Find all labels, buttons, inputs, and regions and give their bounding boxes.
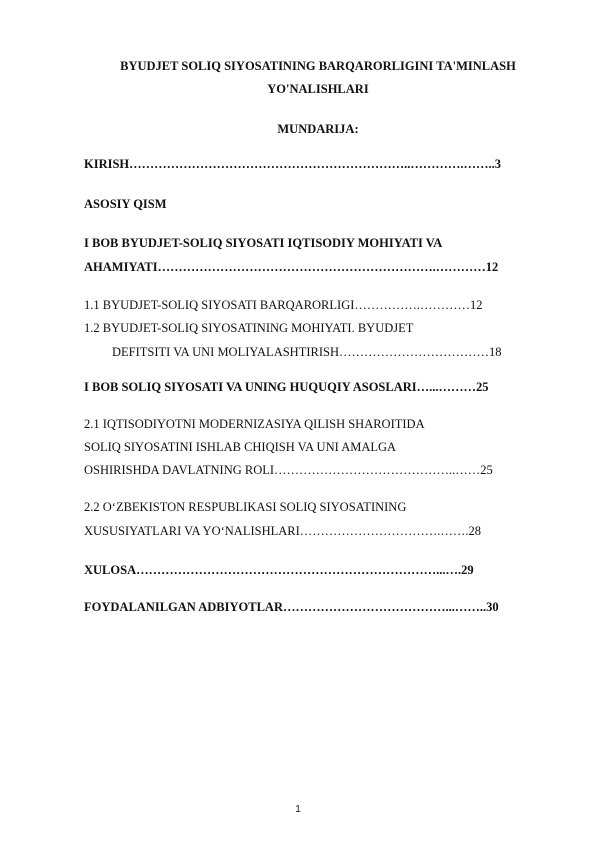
toc-entry-1-2-line2: DEFITSITI VA UNI MOLIYALASHTIRISH………………………………18: [112, 345, 502, 359]
page-number: 1: [295, 804, 301, 815]
toc-entry-bob2: I BOB SOLIQ SIYOSATI VA UNING HUQUQIY ASOSLARI…...………25: [84, 380, 489, 394]
document-title-line2: YO'NALISHLARI: [267, 82, 369, 96]
toc-entry-2-1-line2: SOLIQ SIYOSATINI ISHLAB CHIQISH VA UNI AMALGA: [84, 440, 397, 454]
toc-entry-1-2-line1: 1.2 BYUDJET-SOLIQ SIYOSATINING MOHIYATI. BYUDJET: [84, 321, 414, 335]
toc-entry-asosiy-qism: ASOSIY QISM: [84, 197, 167, 211]
toc-entry-kirish: KIRISH…………………………………………………………..………….……..3: [84, 157, 502, 171]
toc-entry-1-1: 1.1 BYUDJET-SOLIQ SIYOSATI BARQARORLIGI…………….…………12: [84, 298, 483, 312]
toc-entry-bob1-line1: I BOB BYUDJET-SOLIQ SIYOSATI IQTISODIY MOHIYATI VA: [84, 236, 443, 250]
contents-heading: MUNDARIJA:: [277, 122, 359, 136]
document-title-line1: BYUDJET SOLIQ SIYOSATINING BARQARORLIGINI TA'MINLASH: [120, 59, 516, 73]
toc-entry-foydalanilgan: FOYDALANILGAN ADBIYOTLAR…………………………………...……..30: [84, 600, 499, 614]
toc-entry-2-2-line2: XUSUSIYATLARI VA YO‘NALISHLARI…………………………….…….28: [84, 524, 482, 538]
toc-entry-xulosa: XULOSA………………………………………………………………...….29: [84, 563, 474, 577]
toc-entry-2-1-line1: 2.1 IQTISODIYOTNI MODERNIZASIYA QILISH SHAROITIDA: [84, 417, 425, 431]
toc-entry-2-1-line3: OSHIRISHDA DAVLATNING ROLI……………………………………..……25: [84, 463, 493, 477]
toc-entry-2-2-line1: 2.2 O‘ZBEKISTON RESPUBLIKASI SOLIQ SIYOSATINING: [84, 500, 407, 514]
toc-entry-bob1-line2: AHAMIYATI………………………………………………………….…………12: [84, 260, 499, 274]
